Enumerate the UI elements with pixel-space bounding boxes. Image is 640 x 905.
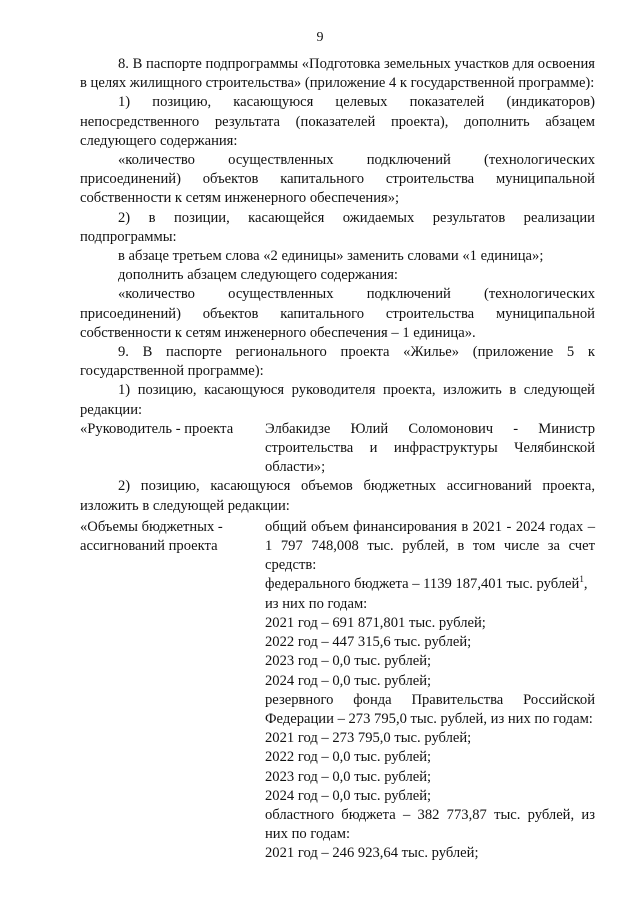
paragraph-8: 8. В паспорте подпрограммы «Подготовка земельных участков для освоения в целях жилищного строительства» (приложение 4 к государственной программе): xyxy=(80,56,595,92)
paragraph-9: 9. В паспорте регионального проекта «Жилье» (приложение 5 к государственной программе): xyxy=(80,344,595,380)
federal-budget-line xyxy=(265,575,595,594)
footnote-mark: 1 xyxy=(579,574,584,585)
budget-row xyxy=(80,518,595,864)
regional-year-1: 2021 год – 246 923,64 тыс. рублей; xyxy=(265,845,479,862)
project-head-label: «Руководитель - проекта xyxy=(80,420,234,437)
federal-budget-tail: , xyxy=(583,576,588,593)
reserve-year-2: 2022 год – 0,0 тыс. рублей; xyxy=(265,749,432,766)
paragraph-9-1: 1) позицию, касающуюся руководителя проекта, изложить в следующей редакции: xyxy=(80,382,595,418)
reserve-fund-line: резервного фонда Правительства Российской Федерации – 273 795,0 тыс. рублей, из них по годам: xyxy=(265,691,595,727)
budget-label: «Объемы бюджетных - ассигнований проекта xyxy=(80,518,223,555)
paragraph-8-2-a: в абзаце третьем слова «2 единицы» заменить словами «1 единица»; xyxy=(118,248,544,265)
reserve-year-4: 2024 год – 0,0 тыс. рублей; xyxy=(265,787,432,804)
paragraph-8-1: 1) позицию, касающуюся целевых показателей (индикаторов) непосредственного результата (показателей проекта), дополнить абзацем следующего содержания: xyxy=(80,94,595,149)
paragraph-9-2: 2) позицию, касающуюся объемов бюджетных ассигнований проекта, изложить в следующей редакции: xyxy=(80,478,595,514)
federal-year-2: 2022 год – 447 315,6 тыс. рублей; xyxy=(265,634,472,651)
federal-budget-text: федерального бюджета – 1139 187,401 тыс. рублей xyxy=(265,576,580,593)
project-head-row xyxy=(80,420,595,478)
quote-8-2: «количество осуществленных подключений (технологических присоединений) объектов капитального строительства муниципальной собственности к сетям инженерного обеспечения – 1 единица». xyxy=(80,286,595,341)
federal-year-3: 2023 год – 0,0 тыс. рублей; xyxy=(265,653,432,670)
quote-8-1: «количество осуществленных подключений (технологических присоединений) объектов капитального строительства муниципальной собственности к сетям инженерного обеспечения»; xyxy=(80,152,595,207)
federal-year-1: 2021 год – 691 871,801 тыс. рублей; xyxy=(265,614,486,631)
by-years-label: из них по годам: xyxy=(265,595,368,612)
reserve-year-3: 2023 год – 0,0 тыс. рублей; xyxy=(265,768,432,785)
regional-budget-line: областного бюджета – 382 773,87 тыс. рублей, из них по годам: xyxy=(265,806,595,843)
paragraph-8-2: 2) в позиции, касающейся ожидаемых результатов реализации подпрограммы: xyxy=(80,209,595,245)
document-body xyxy=(80,55,595,864)
project-head-value: Элбакидзе Юлий Соломонович - Министр строительства и инфраструктуры Челябинской области»; xyxy=(265,420,595,476)
reserve-year-1: 2021 год – 273 795,0 тыс. рублей; xyxy=(265,730,472,747)
budget-total: общий объем финансирования в 2021 - 2024 годах – 1 797 748,008 тыс. рублей, в том числе за счет средств: xyxy=(265,518,595,574)
paragraph-8-2-b: дополнить абзацем следующего содержания: xyxy=(118,267,398,284)
budget-value xyxy=(265,518,595,864)
page-number: 9 xyxy=(316,30,324,45)
federal-year-4: 2024 год – 0,0 тыс. рублей; xyxy=(265,672,432,689)
